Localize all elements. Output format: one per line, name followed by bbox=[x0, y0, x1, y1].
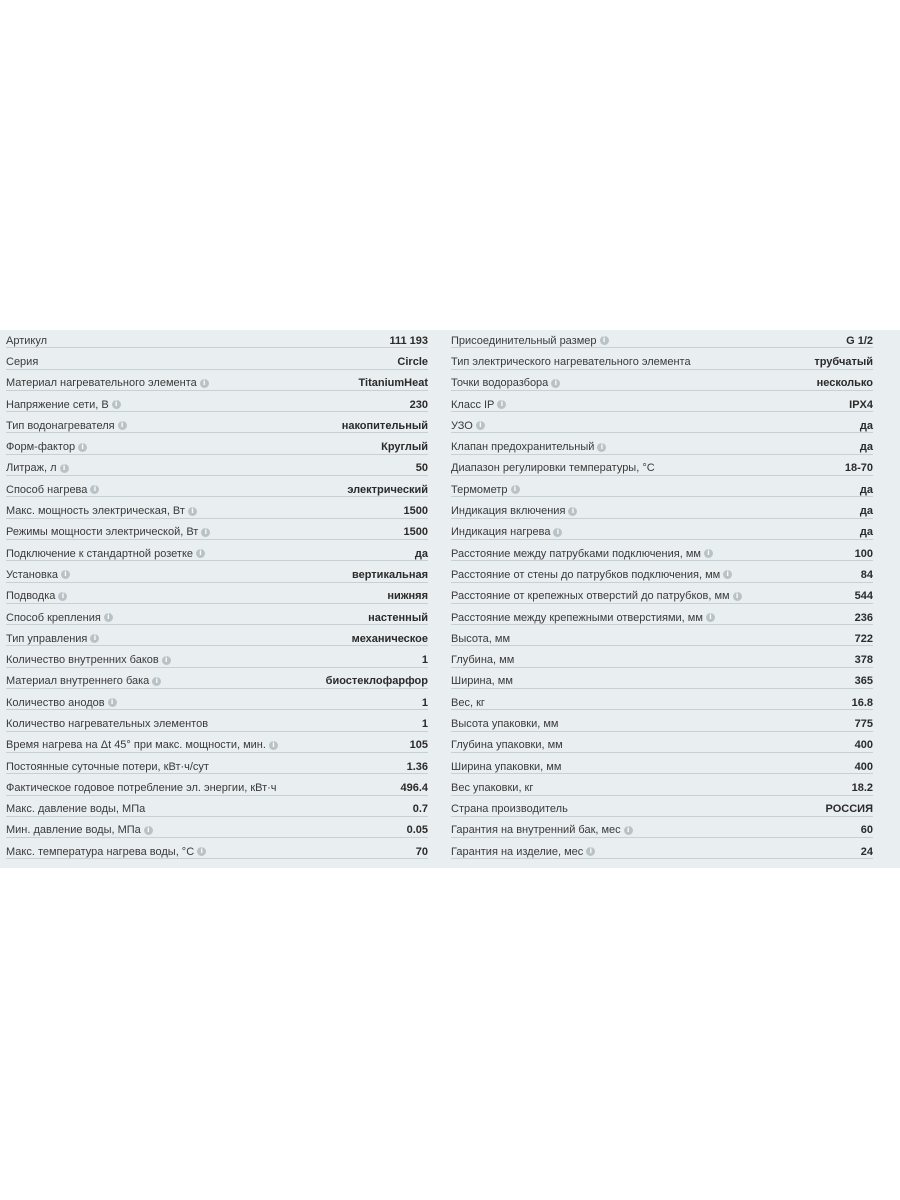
spec-row bbox=[6, 671, 428, 692]
spec-label bbox=[6, 526, 214, 538]
spec-label bbox=[451, 484, 524, 496]
info-icon[interactable]: i bbox=[108, 698, 117, 707]
dotted-leader bbox=[451, 688, 873, 689]
spec-value: 544 bbox=[851, 590, 873, 602]
info-icon[interactable]: i bbox=[597, 443, 606, 452]
spec-label-text: Постоянные суточные потери, кВт·ч/сут bbox=[6, 760, 209, 773]
spec-row bbox=[6, 330, 428, 351]
spec-row bbox=[451, 820, 873, 841]
spec-label bbox=[451, 612, 719, 624]
spec-row bbox=[451, 799, 873, 820]
info-icon[interactable]: i bbox=[90, 485, 99, 494]
spec-value: механическое bbox=[348, 633, 428, 645]
dotted-leader bbox=[6, 369, 428, 370]
spec-label-text: Артикул bbox=[6, 334, 48, 347]
info-icon[interactable]: i bbox=[152, 677, 161, 686]
spec-label bbox=[451, 803, 572, 815]
spec-label bbox=[6, 484, 103, 496]
info-icon[interactable]: i bbox=[568, 507, 577, 516]
spec-label bbox=[451, 739, 567, 751]
spec-label bbox=[451, 654, 518, 666]
spec-label-text: Точки водоразбора bbox=[451, 377, 549, 390]
spec-label bbox=[6, 420, 131, 432]
spec-label-text: Расстояние от стены до патрубков подключения, мм bbox=[451, 568, 721, 581]
spec-label bbox=[6, 718, 212, 730]
spec-row bbox=[6, 777, 428, 798]
dotted-leader bbox=[451, 454, 873, 455]
spec-value: 1500 bbox=[400, 505, 428, 517]
dotted-leader bbox=[6, 347, 428, 348]
spec-row bbox=[6, 436, 428, 457]
spec-value: да bbox=[856, 441, 873, 453]
spec-value: 105 bbox=[406, 739, 428, 751]
spec-label-text: Глубина упаковки, мм bbox=[451, 739, 563, 752]
dotted-leader bbox=[451, 369, 873, 370]
spec-label-text: Литраж, л bbox=[6, 462, 57, 475]
spec-column-left bbox=[6, 330, 428, 862]
spec-label bbox=[451, 505, 581, 517]
spec-row bbox=[451, 671, 873, 692]
spec-value: 60 bbox=[857, 824, 873, 836]
dotted-leader bbox=[6, 667, 428, 668]
spec-label bbox=[451, 399, 510, 411]
spec-label-text: Тип водонагревателя bbox=[6, 419, 115, 432]
spec-label bbox=[451, 761, 565, 773]
spec-value: 111 193 bbox=[385, 335, 428, 347]
spec-value: 1 bbox=[418, 718, 428, 730]
spec-row bbox=[451, 713, 873, 734]
dotted-leader bbox=[451, 773, 873, 774]
info-icon[interactable]: i bbox=[78, 443, 87, 452]
spec-value: 378 bbox=[851, 654, 873, 666]
dotted-leader bbox=[6, 858, 428, 859]
spec-value: 236 bbox=[851, 612, 873, 624]
spec-value: IPX4 bbox=[845, 399, 873, 411]
spec-value: 70 bbox=[412, 846, 428, 858]
spec-row bbox=[451, 692, 873, 713]
spec-row bbox=[451, 458, 873, 479]
spec-row bbox=[451, 415, 873, 436]
dotted-leader bbox=[6, 390, 428, 391]
dotted-leader bbox=[6, 709, 428, 710]
spec-label bbox=[451, 846, 599, 858]
info-icon[interactable]: i bbox=[723, 570, 732, 579]
spec-label-text: Присоединительный размер bbox=[451, 334, 597, 347]
spec-label-text: Макс. мощность электрическая, Вт bbox=[6, 505, 185, 518]
spec-value: TitaniumHeat bbox=[355, 377, 428, 389]
info-icon[interactable]: i bbox=[60, 464, 69, 473]
info-icon[interactable]: i bbox=[61, 570, 70, 579]
spec-label bbox=[6, 675, 165, 687]
spec-label-text: Фактическое годовое потребление эл. энергии, кВт·ч bbox=[6, 781, 277, 794]
spec-value: Circle bbox=[393, 356, 428, 368]
dotted-leader bbox=[6, 816, 428, 817]
info-icon[interactable]: i bbox=[188, 507, 197, 516]
spec-label bbox=[6, 441, 91, 453]
spec-label-text: Гарантия на изделие, мес bbox=[451, 845, 584, 858]
spec-label bbox=[6, 462, 73, 474]
spec-row bbox=[6, 394, 428, 415]
spec-label-text: Способ крепления bbox=[6, 611, 101, 624]
spec-label bbox=[451, 377, 564, 389]
dotted-leader bbox=[451, 795, 873, 796]
spec-row bbox=[6, 415, 428, 436]
spec-label-text: Высота, мм bbox=[451, 632, 511, 645]
spec-label bbox=[451, 335, 613, 347]
spec-row bbox=[451, 330, 873, 351]
spec-row bbox=[451, 735, 873, 756]
spec-row bbox=[6, 820, 428, 841]
spec-row bbox=[6, 458, 428, 479]
dotted-leader bbox=[451, 709, 873, 710]
spec-label-text: Серия bbox=[6, 355, 39, 368]
spec-label-text: Макс. давление воды, МПа bbox=[6, 803, 146, 816]
spec-row bbox=[6, 756, 428, 777]
dotted-leader bbox=[451, 390, 873, 391]
spec-label-text: Режимы мощности электрической, Вт bbox=[6, 526, 199, 539]
spec-value: да bbox=[856, 420, 873, 432]
spec-label bbox=[451, 633, 514, 645]
dotted-leader bbox=[451, 475, 873, 476]
spec-panel bbox=[0, 330, 900, 868]
spec-label bbox=[451, 718, 563, 730]
spec-value: настенный bbox=[364, 612, 428, 624]
spec-label-text: Количество нагревательных элементов bbox=[6, 717, 209, 730]
spec-row bbox=[451, 479, 873, 500]
spec-row bbox=[6, 713, 428, 734]
spec-value: да bbox=[856, 526, 873, 538]
spec-row bbox=[6, 692, 428, 713]
spec-value: 0.7 bbox=[409, 803, 428, 815]
spec-row bbox=[451, 522, 873, 543]
spec-row bbox=[6, 543, 428, 564]
dotted-leader bbox=[6, 539, 428, 540]
dotted-leader bbox=[6, 411, 428, 412]
spec-row bbox=[6, 351, 428, 372]
spec-value: да bbox=[411, 548, 428, 560]
spec-label-text: Гарантия на внутренний бак, мес bbox=[451, 824, 621, 837]
spec-label bbox=[6, 569, 74, 581]
spec-value: нижняя bbox=[383, 590, 428, 602]
spec-label-text: Вес упаковки, кг bbox=[451, 781, 534, 794]
info-icon[interactable]: i bbox=[201, 528, 210, 537]
spec-label bbox=[451, 356, 695, 368]
spec-label-text: Установка bbox=[6, 568, 58, 581]
info-icon[interactable]: i bbox=[497, 400, 506, 409]
spec-value: 50 bbox=[412, 462, 428, 474]
spec-label-text: Индикация включения bbox=[451, 505, 566, 518]
spec-value: 722 bbox=[851, 633, 873, 645]
spec-label-text: Расстояние от крепежных отверстий до патрубков, мм bbox=[451, 590, 730, 603]
spec-value: 496.4 bbox=[396, 782, 428, 794]
spec-label-text: Способ нагрева bbox=[6, 483, 88, 496]
spec-label bbox=[451, 824, 637, 836]
spec-row bbox=[6, 799, 428, 820]
spec-label-text: Термометр bbox=[451, 483, 508, 496]
dotted-leader bbox=[451, 603, 873, 604]
spec-value: Круглый bbox=[377, 441, 428, 453]
spec-value: трубчатый bbox=[810, 356, 873, 368]
spec-label-text: Материал внутреннего бака bbox=[6, 675, 150, 688]
info-icon[interactable]: i bbox=[112, 400, 121, 409]
info-icon[interactable]: i bbox=[553, 528, 562, 537]
dotted-leader bbox=[451, 582, 873, 583]
spec-value: G 1/2 bbox=[842, 335, 873, 347]
spec-label-text: УЗО bbox=[451, 419, 473, 432]
spec-label-text: Время нагрева на Δt 45° при макс. мощности, мин. bbox=[6, 739, 266, 752]
dotted-leader bbox=[6, 496, 428, 497]
dotted-leader bbox=[6, 475, 428, 476]
spec-label-text: Количество анодов bbox=[6, 696, 105, 709]
dotted-leader bbox=[6, 837, 428, 838]
dotted-leader bbox=[6, 688, 428, 689]
spec-value: РОССИЯ bbox=[822, 803, 873, 815]
spec-label bbox=[6, 739, 282, 751]
spec-value: 1500 bbox=[400, 526, 428, 538]
spec-row bbox=[451, 543, 873, 564]
spec-label bbox=[6, 633, 103, 645]
spec-label bbox=[451, 697, 489, 709]
spec-label bbox=[6, 548, 209, 560]
spec-value: 365 bbox=[851, 675, 873, 687]
info-icon[interactable]: i bbox=[476, 421, 485, 430]
spec-label bbox=[6, 356, 42, 368]
info-icon[interactable]: i bbox=[197, 847, 206, 856]
spec-row bbox=[6, 841, 428, 862]
info-icon[interactable]: i bbox=[90, 634, 99, 643]
spec-label bbox=[6, 654, 175, 666]
spec-label bbox=[6, 612, 117, 624]
spec-value: биостеклофарфор bbox=[322, 675, 428, 687]
spec-value: несколько bbox=[813, 377, 873, 389]
dotted-leader bbox=[6, 518, 428, 519]
spec-value: 100 bbox=[851, 548, 873, 560]
info-icon[interactable]: i bbox=[162, 656, 171, 665]
dotted-leader bbox=[451, 539, 873, 540]
spec-value: накопительный bbox=[338, 420, 428, 432]
spec-label bbox=[6, 761, 213, 773]
spec-row bbox=[451, 351, 873, 372]
dotted-leader bbox=[451, 752, 873, 753]
spec-label bbox=[6, 697, 121, 709]
spec-row bbox=[451, 436, 873, 457]
dotted-leader bbox=[6, 645, 428, 646]
dotted-leader bbox=[451, 560, 873, 561]
dotted-leader bbox=[451, 432, 873, 433]
spec-label bbox=[451, 675, 517, 687]
spec-label-text: Форм-фактор bbox=[6, 441, 76, 454]
spec-value: вертикальная bbox=[348, 569, 428, 581]
spec-label-text: Ширина, мм bbox=[451, 675, 513, 688]
spec-label bbox=[6, 335, 51, 347]
spec-value: 1 bbox=[418, 654, 428, 666]
info-icon[interactable]: i bbox=[704, 549, 713, 558]
spec-label bbox=[6, 824, 157, 836]
info-icon[interactable]: i bbox=[58, 592, 67, 601]
spec-label-text: Высота упаковки, мм bbox=[451, 717, 559, 730]
spec-label-text: Расстояние между патрубками подключения, мм bbox=[451, 547, 701, 560]
dotted-leader bbox=[6, 560, 428, 561]
spec-row bbox=[6, 607, 428, 628]
spec-value: да bbox=[856, 484, 873, 496]
spec-row bbox=[6, 479, 428, 500]
spec-row bbox=[451, 756, 873, 777]
spec-label-text: Подводка bbox=[6, 590, 56, 603]
spec-row bbox=[6, 735, 428, 756]
spec-row bbox=[451, 373, 873, 394]
spec-value: 230 bbox=[406, 399, 428, 411]
spec-label-text: Тип электрического нагревательного элемента bbox=[451, 355, 691, 368]
spec-label bbox=[451, 441, 610, 453]
spec-row bbox=[451, 649, 873, 670]
spec-row bbox=[451, 628, 873, 649]
spec-label-text: Класс IP bbox=[451, 398, 495, 411]
dotted-leader bbox=[6, 752, 428, 753]
spec-label-text: Макс. температура нагрева воды, °С bbox=[6, 845, 195, 858]
dotted-leader bbox=[6, 795, 428, 796]
spec-value: 400 bbox=[851, 761, 873, 773]
spec-label-text: Количество внутренних баков bbox=[6, 654, 159, 667]
spec-label bbox=[6, 590, 71, 602]
spec-row bbox=[451, 586, 873, 607]
spec-label-text: Клапан предохранительный bbox=[451, 441, 595, 454]
spec-value: 1 bbox=[418, 697, 428, 709]
spec-row bbox=[6, 628, 428, 649]
spec-label bbox=[451, 782, 537, 794]
spec-value: 18.2 bbox=[848, 782, 873, 794]
info-icon[interactable]: i bbox=[200, 379, 209, 388]
dotted-leader bbox=[451, 837, 873, 838]
spec-label bbox=[6, 399, 125, 411]
spec-value: 16.8 bbox=[848, 697, 873, 709]
info-icon[interactable]: i bbox=[269, 741, 278, 750]
spec-row bbox=[6, 564, 428, 585]
spec-label bbox=[6, 505, 201, 517]
spec-row bbox=[6, 586, 428, 607]
spec-label bbox=[451, 548, 717, 560]
spec-row bbox=[451, 777, 873, 798]
spec-label bbox=[6, 846, 210, 858]
spec-row bbox=[451, 564, 873, 585]
dotted-leader bbox=[451, 496, 873, 497]
spec-label-text: Подключение к стандартной розетке bbox=[6, 547, 193, 560]
spec-label bbox=[451, 569, 736, 581]
spec-value: 84 bbox=[857, 569, 873, 581]
dotted-leader bbox=[451, 347, 873, 348]
info-icon[interactable]: i bbox=[196, 549, 205, 558]
info-icon[interactable]: i bbox=[733, 592, 742, 601]
dotted-leader bbox=[6, 432, 428, 433]
spec-value: 24 bbox=[857, 846, 873, 858]
spec-row bbox=[6, 649, 428, 670]
spec-label bbox=[451, 462, 659, 474]
spec-label-text: Глубина, мм bbox=[451, 654, 515, 667]
spec-label-text: Страна производитель bbox=[451, 803, 568, 816]
spec-value: 400 bbox=[851, 739, 873, 751]
spec-row bbox=[451, 394, 873, 415]
spec-value: да bbox=[856, 505, 873, 517]
dotted-leader bbox=[451, 667, 873, 668]
info-icon[interactable]: i bbox=[706, 613, 715, 622]
dotted-leader bbox=[6, 624, 428, 625]
dotted-leader bbox=[451, 518, 873, 519]
spec-label bbox=[6, 803, 149, 815]
spec-row bbox=[6, 500, 428, 521]
spec-label-text: Материал нагревательного элемента bbox=[6, 377, 197, 390]
spec-row bbox=[6, 522, 428, 543]
dotted-leader bbox=[6, 773, 428, 774]
spec-row bbox=[451, 607, 873, 628]
dotted-leader bbox=[6, 454, 428, 455]
dotted-leader bbox=[6, 731, 428, 732]
spec-value: 0.05 bbox=[403, 824, 428, 836]
dotted-leader bbox=[451, 731, 873, 732]
spec-label-text: Расстояние между крепежными отверстиями, мм bbox=[451, 611, 703, 624]
dotted-leader bbox=[451, 411, 873, 412]
info-icon[interactable]: i bbox=[600, 336, 609, 345]
dotted-leader bbox=[6, 603, 428, 604]
info-icon[interactable]: i bbox=[586, 847, 595, 856]
spec-row bbox=[451, 841, 873, 862]
spec-value: электрический bbox=[343, 484, 428, 496]
spec-label bbox=[6, 782, 281, 794]
spec-value: 1.36 bbox=[403, 761, 428, 773]
spec-value: 18-70 bbox=[841, 462, 873, 474]
info-icon[interactable]: i bbox=[551, 379, 560, 388]
spec-label-text: Напряжение сети, В bbox=[6, 398, 109, 411]
spec-value: 775 bbox=[851, 718, 873, 730]
dotted-leader bbox=[451, 858, 873, 859]
spec-label-text: Диапазон регулировки температуры, °С bbox=[451, 462, 655, 475]
info-icon[interactable]: i bbox=[511, 485, 520, 494]
spec-label-text: Вес, кг bbox=[451, 696, 485, 709]
spec-label-text: Тип управления bbox=[6, 632, 88, 645]
spec-label bbox=[6, 377, 213, 389]
info-icon[interactable]: i bbox=[624, 826, 633, 835]
spec-label bbox=[451, 526, 566, 538]
dotted-leader bbox=[6, 582, 428, 583]
info-icon[interactable]: i bbox=[144, 826, 153, 835]
dotted-leader bbox=[451, 624, 873, 625]
spec-row bbox=[451, 500, 873, 521]
spec-label-text: Индикация нагрева bbox=[451, 526, 551, 539]
info-icon[interactable]: i bbox=[118, 421, 127, 430]
dotted-leader bbox=[451, 816, 873, 817]
dotted-leader bbox=[451, 645, 873, 646]
spec-label-text: Ширина упаковки, мм bbox=[451, 760, 562, 773]
info-icon[interactable]: i bbox=[104, 613, 113, 622]
spec-row bbox=[6, 373, 428, 394]
spec-label-text: Мин. давление воды, МПа bbox=[6, 824, 141, 837]
spec-label bbox=[451, 420, 489, 432]
spec-column-right bbox=[451, 330, 873, 862]
spec-label bbox=[451, 590, 746, 602]
